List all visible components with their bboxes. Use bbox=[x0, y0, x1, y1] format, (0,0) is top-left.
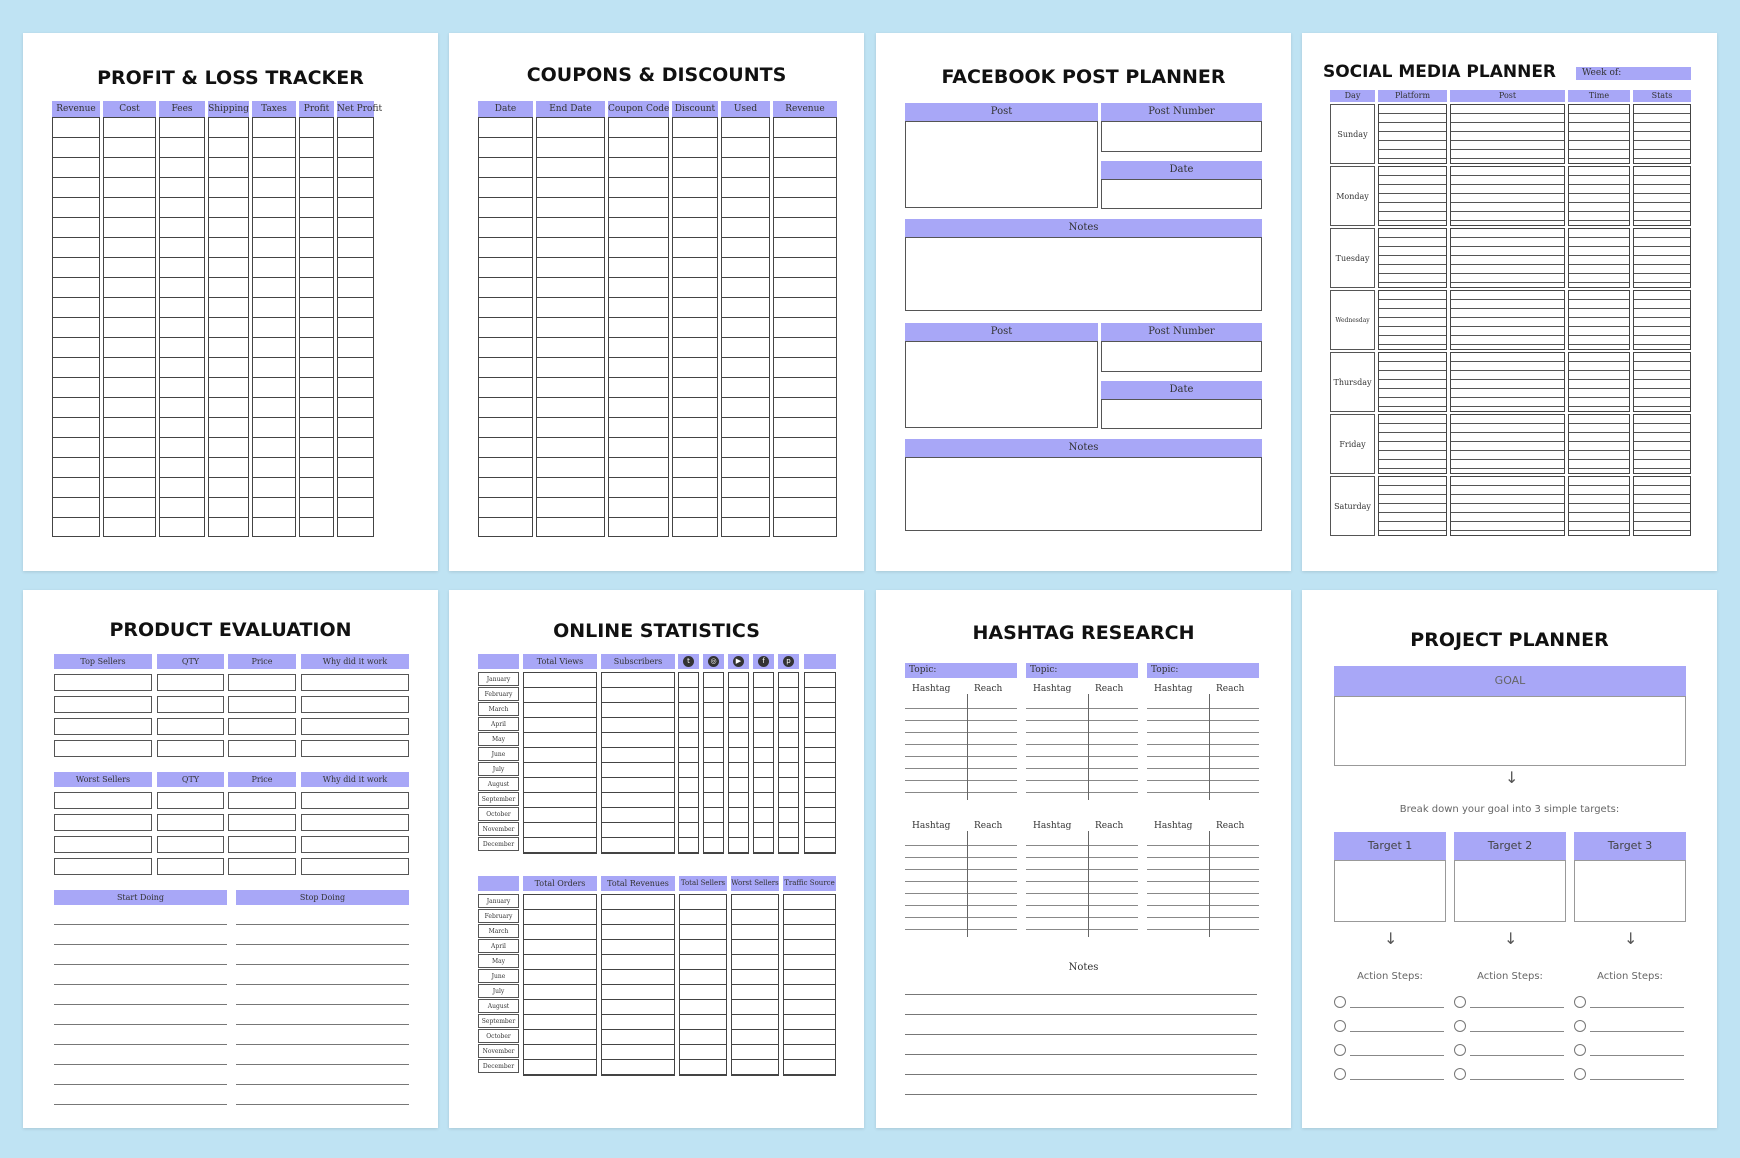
page-title: ONLINE STATISTICS bbox=[553, 620, 760, 642]
target-box[interactable] bbox=[1574, 860, 1686, 922]
input-cell[interactable] bbox=[54, 718, 152, 735]
column-divider bbox=[1209, 831, 1210, 937]
input-cell[interactable] bbox=[301, 792, 409, 809]
input-cell[interactable] bbox=[228, 718, 296, 735]
day-row-cells[interactable] bbox=[1568, 476, 1630, 536]
twitter-icon: t bbox=[683, 656, 694, 667]
input-cell[interactable] bbox=[157, 674, 224, 691]
month-label: November bbox=[478, 822, 519, 836]
hashtag-lines[interactable] bbox=[1147, 697, 1259, 793]
reach-label: Reach bbox=[1095, 821, 1124, 831]
day-cell: Saturday bbox=[1330, 476, 1375, 536]
month-label: April bbox=[478, 939, 519, 953]
month-label: May bbox=[478, 732, 519, 746]
day-cell: Friday bbox=[1330, 414, 1375, 474]
input-cell[interactable] bbox=[157, 792, 224, 809]
social-media-planner-page bbox=[1302, 33, 1717, 571]
column-header: Subscribers bbox=[601, 654, 675, 669]
action-step-line[interactable] bbox=[1470, 1079, 1564, 1080]
table-column[interactable] bbox=[337, 117, 374, 537]
day-row-cells[interactable] bbox=[1450, 352, 1565, 412]
month-label: April bbox=[478, 717, 519, 731]
stop-doing-header: Stop Doing bbox=[236, 890, 409, 905]
day-row-cells[interactable] bbox=[1633, 104, 1691, 164]
coupons-page bbox=[449, 33, 864, 571]
column-header: Total Orders bbox=[523, 876, 597, 891]
input-cell[interactable] bbox=[301, 718, 409, 735]
column-divider bbox=[967, 694, 968, 800]
column-header: Profit bbox=[299, 101, 334, 117]
date-header: Date bbox=[1101, 381, 1262, 399]
arrow-down-icon: ↓ bbox=[1505, 768, 1519, 787]
table-column[interactable] bbox=[753, 672, 774, 854]
page-title: FACEBOOK POST PLANNER bbox=[941, 66, 1226, 88]
column-divider bbox=[1209, 694, 1210, 800]
column-header: QTY bbox=[157, 654, 224, 669]
page-title: PROFIT & LOSS TRACKER bbox=[97, 67, 364, 89]
column-header: Worst Sellers bbox=[54, 772, 152, 787]
icon-header bbox=[753, 654, 774, 669]
page-title: SOCIAL MEDIA PLANNER bbox=[1322, 62, 1557, 82]
day-row-cells[interactable] bbox=[1633, 166, 1691, 226]
page-title: HASHTAG RESEARCH bbox=[972, 622, 1195, 644]
table-column[interactable] bbox=[103, 117, 156, 537]
day-row-cells[interactable] bbox=[1450, 104, 1565, 164]
input-cell[interactable] bbox=[228, 740, 296, 757]
column-header: Worst Sellers bbox=[731, 876, 779, 891]
hashtag-label: Hashtag bbox=[912, 684, 951, 694]
reach-label: Reach bbox=[1216, 684, 1245, 694]
column-header: Shipping bbox=[208, 101, 249, 117]
checkbox-circle[interactable] bbox=[1334, 996, 1346, 1008]
goal-box[interactable] bbox=[1334, 696, 1686, 766]
table-column[interactable] bbox=[783, 894, 836, 1076]
day-row-cells[interactable] bbox=[1568, 228, 1630, 288]
input-cell[interactable] bbox=[228, 814, 296, 831]
breakdown-text: Break down your goal into 3 simple targets: bbox=[1399, 804, 1620, 815]
table-column[interactable] bbox=[778, 672, 799, 854]
day-row-cells[interactable] bbox=[1633, 290, 1691, 350]
day-row-cells[interactable] bbox=[1378, 104, 1447, 164]
column-header bbox=[804, 654, 836, 669]
input-cell[interactable] bbox=[54, 814, 152, 831]
checkbox-circle[interactable] bbox=[1574, 1044, 1586, 1056]
action-step-line[interactable] bbox=[1350, 1007, 1444, 1008]
column-divider bbox=[967, 831, 968, 937]
day-row-cells[interactable] bbox=[1633, 352, 1691, 412]
icon-header bbox=[728, 654, 749, 669]
input-cell[interactable] bbox=[228, 674, 296, 691]
column-header: Total Views bbox=[523, 654, 597, 669]
column-header: Stats bbox=[1633, 90, 1691, 102]
input-cell[interactable] bbox=[157, 740, 224, 757]
day-row-cells[interactable] bbox=[1378, 290, 1447, 350]
column-header: Time bbox=[1568, 90, 1630, 102]
column-header: Discount bbox=[672, 101, 718, 117]
month-label: May bbox=[478, 954, 519, 968]
input-cell[interactable] bbox=[157, 718, 224, 735]
hashtag-lines[interactable] bbox=[1026, 834, 1138, 930]
month-label: January bbox=[478, 672, 519, 686]
table-column[interactable] bbox=[672, 117, 718, 537]
youtube-icon: ▶ bbox=[733, 656, 744, 667]
hashtag-lines[interactable] bbox=[905, 697, 1017, 793]
page-title: PRODUCT EVALUATION bbox=[109, 619, 352, 641]
checkbox-circle[interactable] bbox=[1574, 1068, 1586, 1080]
icon-header bbox=[678, 654, 699, 669]
table-column[interactable] bbox=[731, 894, 779, 1076]
checkbox-circle[interactable] bbox=[1574, 1020, 1586, 1032]
checkbox-circle[interactable] bbox=[1454, 1020, 1466, 1032]
checkbox-circle[interactable] bbox=[1454, 1068, 1466, 1080]
day-row-cells[interactable] bbox=[1378, 228, 1447, 288]
table-column[interactable] bbox=[601, 672, 675, 854]
post-number-box[interactable] bbox=[1101, 121, 1262, 152]
facebook-planner-page bbox=[876, 33, 1291, 571]
input-cell[interactable] bbox=[54, 792, 152, 809]
input-cell[interactable] bbox=[301, 696, 409, 713]
product-evaluation-page bbox=[23, 590, 438, 1128]
column-header: Cost bbox=[103, 101, 156, 117]
hashtag-label: Hashtag bbox=[1033, 684, 1072, 694]
column-header: Traffic Source bbox=[783, 876, 836, 891]
input-cell[interactable] bbox=[301, 740, 409, 757]
day-row-cells[interactable] bbox=[1568, 166, 1630, 226]
month-label: June bbox=[478, 747, 519, 761]
month-label: March bbox=[478, 924, 519, 938]
table-column[interactable] bbox=[252, 117, 296, 537]
table-column[interactable] bbox=[679, 894, 727, 1076]
day-cell: Sunday bbox=[1330, 104, 1375, 164]
input-cell[interactable] bbox=[54, 858, 152, 875]
hashtag-research-page bbox=[876, 590, 1291, 1128]
month-label: March bbox=[478, 702, 519, 716]
notes-label: Notes bbox=[1068, 962, 1099, 973]
input-cell[interactable] bbox=[54, 696, 152, 713]
notes-header: Notes bbox=[905, 439, 1262, 457]
input-cell[interactable] bbox=[157, 836, 224, 853]
month-label: June bbox=[478, 969, 519, 983]
column-header: Taxes bbox=[252, 101, 296, 117]
day-cell: Thursday bbox=[1330, 352, 1375, 412]
day-row-cells[interactable] bbox=[1568, 414, 1630, 474]
input-cell[interactable] bbox=[301, 814, 409, 831]
table-column[interactable] bbox=[299, 117, 334, 537]
column-header: QTY bbox=[157, 772, 224, 787]
arrow-down-icon: ↓ bbox=[1384, 929, 1398, 948]
table-column[interactable] bbox=[728, 672, 749, 854]
reach-label: Reach bbox=[974, 821, 1003, 831]
input-cell[interactable] bbox=[54, 674, 152, 691]
post-box[interactable] bbox=[905, 341, 1098, 428]
column-header: Why did it work bbox=[301, 772, 409, 787]
day-row-cells[interactable] bbox=[1450, 290, 1565, 350]
month-label: December bbox=[478, 1059, 519, 1073]
profit-loss-page bbox=[23, 33, 438, 571]
table-column[interactable] bbox=[523, 672, 597, 854]
month-label: January bbox=[478, 894, 519, 908]
start-doing-lines[interactable] bbox=[54, 905, 227, 1105]
month-label: September bbox=[478, 1014, 519, 1028]
month-label: December bbox=[478, 837, 519, 851]
day-row-cells[interactable] bbox=[1378, 166, 1447, 226]
column-header: Revenue bbox=[52, 101, 100, 117]
action-step-line[interactable] bbox=[1590, 1031, 1684, 1032]
table-column[interactable] bbox=[523, 894, 597, 1076]
table-column[interactable] bbox=[773, 117, 837, 537]
post-header: Post bbox=[905, 103, 1098, 121]
day-row-cells[interactable] bbox=[1378, 414, 1447, 474]
icon-header bbox=[778, 654, 799, 669]
input-cell[interactable] bbox=[228, 836, 296, 853]
column-header: Price bbox=[228, 654, 296, 669]
month-label: September bbox=[478, 792, 519, 806]
facebook-icon: f bbox=[758, 656, 769, 667]
input-cell[interactable] bbox=[157, 696, 224, 713]
target-header: Target 1 bbox=[1334, 832, 1446, 860]
checkbox-circle[interactable] bbox=[1454, 1044, 1466, 1056]
project-planner-page bbox=[1302, 590, 1717, 1128]
action-step-line[interactable] bbox=[1470, 1055, 1564, 1056]
input-cell[interactable] bbox=[54, 740, 152, 757]
table-column[interactable] bbox=[608, 117, 669, 537]
day-row-cells[interactable] bbox=[1633, 228, 1691, 288]
month-label: October bbox=[478, 1029, 519, 1043]
stop-doing-lines[interactable] bbox=[236, 905, 409, 1105]
action-steps-label: Action Steps: bbox=[1477, 971, 1543, 982]
target-header: Target 2 bbox=[1454, 832, 1566, 860]
table-column[interactable] bbox=[678, 672, 699, 854]
corner-header bbox=[478, 654, 519, 669]
action-step-line[interactable] bbox=[1350, 1079, 1444, 1080]
table-column[interactable] bbox=[478, 117, 533, 537]
day-row-cells[interactable] bbox=[1450, 476, 1565, 536]
column-header: Net Profit bbox=[337, 101, 374, 117]
input-cell[interactable] bbox=[157, 814, 224, 831]
day-row-cells[interactable] bbox=[1633, 414, 1691, 474]
reach-label: Reach bbox=[1095, 684, 1124, 694]
post-number-box[interactable] bbox=[1101, 341, 1262, 372]
column-header: Date bbox=[478, 101, 533, 117]
hashtag-label: Hashtag bbox=[912, 821, 951, 831]
checkbox-circle[interactable] bbox=[1574, 996, 1586, 1008]
arrow-down-icon: ↓ bbox=[1504, 929, 1518, 948]
day-row-cells[interactable] bbox=[1450, 414, 1565, 474]
month-label: August bbox=[478, 999, 519, 1013]
table-column[interactable] bbox=[52, 117, 100, 537]
hashtag-label: Hashtag bbox=[1033, 821, 1072, 831]
corner-header bbox=[478, 876, 519, 891]
notes-box[interactable] bbox=[905, 457, 1262, 531]
action-steps-label: Action Steps: bbox=[1597, 971, 1663, 982]
post-header: Post bbox=[905, 323, 1098, 341]
day-row-cells[interactable] bbox=[1568, 104, 1630, 164]
start-doing-header: Start Doing bbox=[54, 890, 227, 905]
action-step-line[interactable] bbox=[1350, 1055, 1444, 1056]
action-step-line[interactable] bbox=[1470, 1007, 1564, 1008]
topic-header[interactable]: Topic: bbox=[905, 663, 1017, 678]
input-cell[interactable] bbox=[157, 858, 224, 875]
reach-label: Reach bbox=[1216, 821, 1245, 831]
hashtag-label: Hashtag bbox=[1154, 821, 1193, 831]
table-column[interactable] bbox=[601, 894, 675, 1076]
month-label: February bbox=[478, 909, 519, 923]
table-column[interactable] bbox=[208, 117, 249, 537]
input-cell[interactable] bbox=[228, 858, 296, 875]
day-cell: Wednesday bbox=[1330, 290, 1375, 350]
column-divider bbox=[1088, 831, 1089, 937]
input-cell[interactable] bbox=[301, 836, 409, 853]
column-header: End Date bbox=[536, 101, 605, 117]
target-box[interactable] bbox=[1334, 860, 1446, 922]
input-cell[interactable] bbox=[54, 836, 152, 853]
day-cell: Monday bbox=[1330, 166, 1375, 226]
column-divider bbox=[1088, 694, 1089, 800]
day-row-cells[interactable] bbox=[1450, 228, 1565, 288]
online-statistics-page bbox=[449, 590, 864, 1128]
action-steps-label: Action Steps: bbox=[1357, 971, 1423, 982]
day-row-cells[interactable] bbox=[1378, 352, 1447, 412]
column-header: Day bbox=[1330, 90, 1375, 102]
action-step-line[interactable] bbox=[1590, 1079, 1684, 1080]
pinterest-icon: p bbox=[783, 656, 794, 667]
column-header: Used bbox=[721, 101, 770, 117]
month-label: February bbox=[478, 687, 519, 701]
hashtag-lines[interactable] bbox=[1026, 697, 1138, 793]
page-title: PROJECT PLANNER bbox=[1410, 629, 1609, 651]
column-header: Price bbox=[228, 772, 296, 787]
input-cell[interactable] bbox=[228, 792, 296, 809]
month-label: July bbox=[478, 762, 519, 776]
day-row-cells[interactable] bbox=[1568, 352, 1630, 412]
column-header: Why did it work bbox=[301, 654, 409, 669]
input-cell[interactable] bbox=[301, 674, 409, 691]
action-step-line[interactable] bbox=[1590, 1055, 1684, 1056]
day-cell: Tuesday bbox=[1330, 228, 1375, 288]
table-column[interactable] bbox=[703, 672, 724, 854]
action-step-line[interactable] bbox=[1350, 1031, 1444, 1032]
month-label: August bbox=[478, 777, 519, 791]
arrow-down-icon: ↓ bbox=[1624, 929, 1638, 948]
topic-header[interactable]: Topic: bbox=[1026, 663, 1138, 678]
post-number-header: Post Number bbox=[1101, 103, 1262, 121]
table-column[interactable] bbox=[804, 672, 836, 854]
notes-lines[interactable] bbox=[905, 975, 1257, 1095]
checkbox-circle[interactable] bbox=[1454, 996, 1466, 1008]
column-header: Top Sellers bbox=[54, 654, 152, 669]
action-step-line[interactable] bbox=[1470, 1031, 1564, 1032]
notes-box[interactable] bbox=[905, 237, 1262, 311]
icon-header bbox=[703, 654, 724, 669]
column-header: Post bbox=[1450, 90, 1565, 102]
column-header: Total Revenues bbox=[601, 876, 675, 891]
table-column[interactable] bbox=[159, 117, 205, 537]
action-step-line[interactable] bbox=[1590, 1007, 1684, 1008]
checkbox-circle[interactable] bbox=[1334, 1020, 1346, 1032]
date-header: Date bbox=[1101, 161, 1262, 179]
date-box[interactable] bbox=[1101, 399, 1262, 429]
page-title: COUPONS & DISCOUNTS bbox=[526, 64, 787, 86]
reach-label: Reach bbox=[974, 684, 1003, 694]
post-box[interactable] bbox=[905, 121, 1098, 208]
column-header: Fees bbox=[159, 101, 205, 117]
target-header: Target 3 bbox=[1574, 832, 1686, 860]
column-header: Revenue bbox=[773, 101, 837, 117]
target-box[interactable] bbox=[1454, 860, 1566, 922]
column-header: Coupon Code bbox=[608, 101, 669, 117]
hashtag-lines[interactable] bbox=[905, 834, 1017, 930]
month-label: October bbox=[478, 807, 519, 821]
month-label: July bbox=[478, 984, 519, 998]
input-cell[interactable] bbox=[228, 696, 296, 713]
topic-header[interactable]: Topic: bbox=[1147, 663, 1259, 678]
week-of-field[interactable]: Week of: bbox=[1576, 67, 1691, 80]
hashtag-label: Hashtag bbox=[1154, 684, 1193, 694]
table-column[interactable] bbox=[721, 117, 770, 537]
day-row-cells[interactable] bbox=[1378, 476, 1447, 536]
day-row-cells[interactable] bbox=[1633, 476, 1691, 536]
checkbox-circle[interactable] bbox=[1334, 1044, 1346, 1056]
date-box[interactable] bbox=[1101, 179, 1262, 209]
day-row-cells[interactable] bbox=[1568, 290, 1630, 350]
column-header: Platform bbox=[1378, 90, 1447, 102]
post-number-header: Post Number bbox=[1101, 323, 1262, 341]
table-column[interactable] bbox=[536, 117, 605, 537]
input-cell[interactable] bbox=[301, 858, 409, 875]
notes-header: Notes bbox=[905, 219, 1262, 237]
column-header: Total Sellers bbox=[679, 876, 727, 891]
month-label: November bbox=[478, 1044, 519, 1058]
goal-header: GOAL bbox=[1334, 666, 1686, 696]
checkbox-circle[interactable] bbox=[1334, 1068, 1346, 1080]
hashtag-lines[interactable] bbox=[1147, 834, 1259, 930]
day-row-cells[interactable] bbox=[1450, 166, 1565, 226]
instagram-icon: ◎ bbox=[708, 656, 719, 667]
